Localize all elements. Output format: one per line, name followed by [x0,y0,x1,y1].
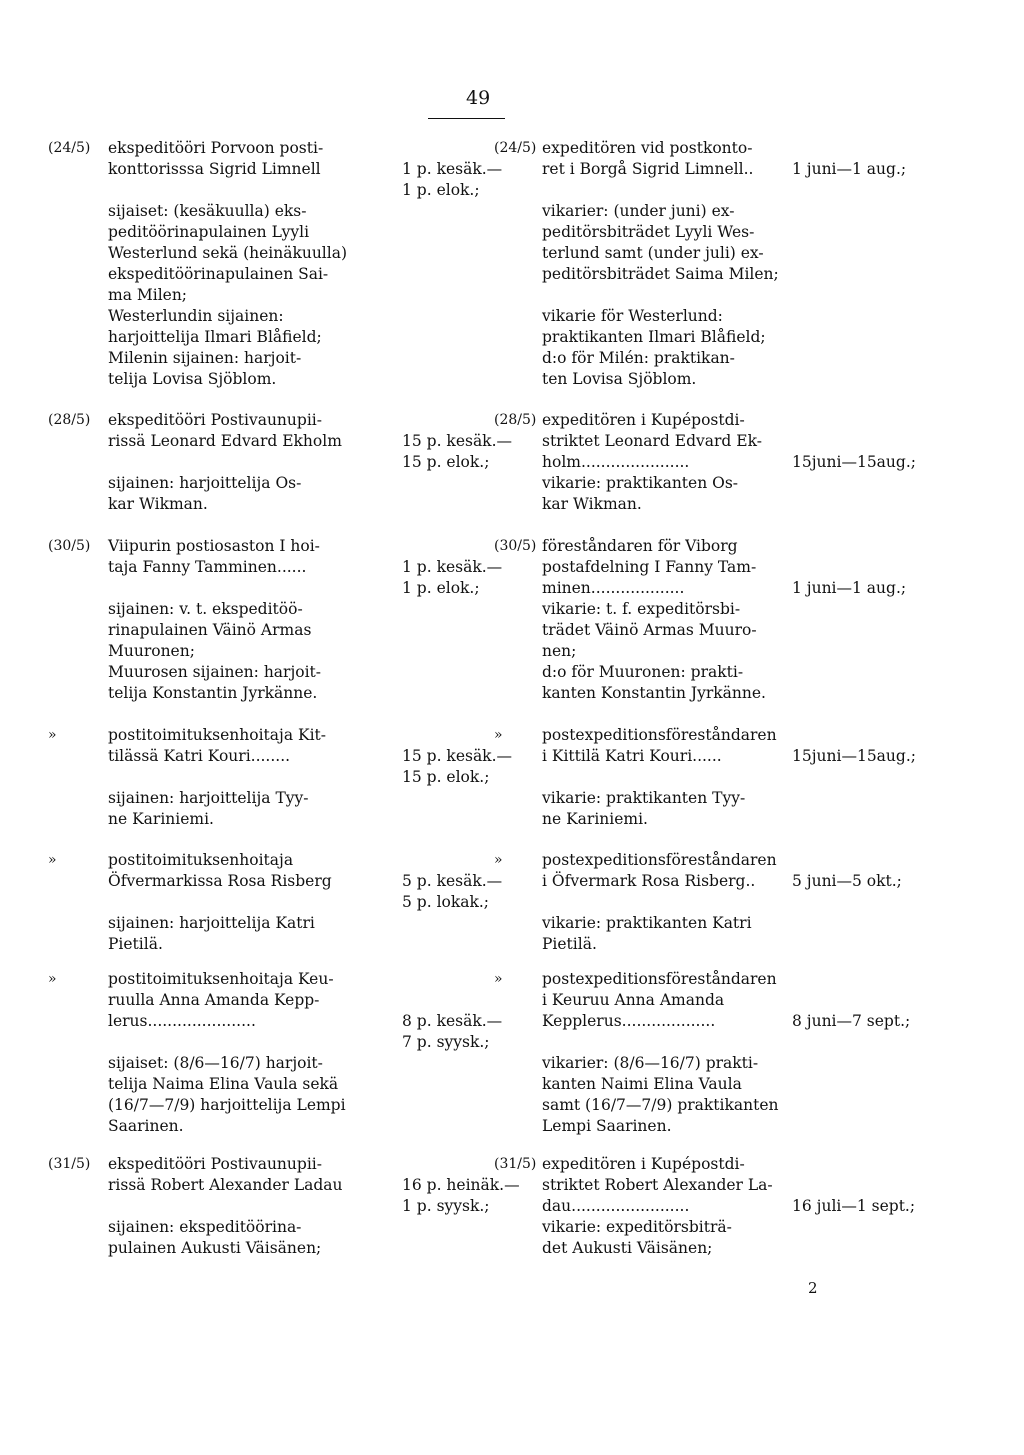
line-text: postafdelning I Fanny Tam- [542,558,757,576]
line-text: d:o för Muuronen: prakti- [542,663,744,681]
line-text: föreståndaren för Viborg [542,537,738,555]
line-text: d:o för Milén: praktikan- [542,349,735,367]
line-text: peditörsbiträdet Saima Milen; [542,265,779,283]
entry-line [542,264,942,285]
line-text: sijaiset: (8/6—16/7) harjoit- [108,1054,323,1072]
period-text: 1 p. elok.; [402,181,480,199]
entry-line [108,871,503,892]
line-text: peditöörinapulainen Lyyli [108,223,310,241]
entry-text [108,138,503,390]
line-text: tilässä Katri Kouri........ [108,747,291,765]
line-text: Saarinen. [108,1117,184,1135]
entry-text [542,536,942,704]
entry-line [108,1238,448,1259]
line-text: ekspeditööri Postivaunupii- [108,411,322,429]
entry-line [108,620,448,641]
line-text: Öfvermarkissa Rosa Risberg [108,872,332,890]
entry-line [108,159,503,180]
entry-line [542,767,942,788]
line-text: telija Konstantin Jyrkänne. [108,684,318,702]
line-text: vikarie: t. f. expeditörsbi- [542,600,741,618]
entry-line [108,222,448,243]
line-text: Muurosen sijainen: harjoit- [108,663,322,681]
entry-line [542,1053,942,1074]
entry-line [542,285,942,306]
entry-line [542,850,942,871]
entry-line [542,1095,942,1116]
entry-line [108,850,448,871]
entry-line [542,452,942,473]
entry-text [108,536,503,704]
entry-line [542,578,942,599]
entry-line [542,410,942,431]
entry-line [108,683,448,704]
period-text: 15juni—15aug.; [792,453,916,471]
entry-line [108,452,490,473]
line-text: striktet Robert Alexander La- [542,1176,773,1194]
line-text: vikarier: (8/6—16/7) prakti- [542,1054,759,1072]
entry-date: » [48,971,57,987]
line-text: kanten Konstantin Jyrkänne. [542,684,766,702]
entry-line [108,1196,490,1217]
entry-line [108,578,480,599]
entry-line [542,746,942,767]
line-text: nen; [542,642,577,660]
entry-line [108,662,448,683]
line-text: samt (16/7—7/9) praktikanten [542,1096,779,1114]
line-text: rissä Robert Alexander Ladau [108,1176,343,1194]
entry-line [542,431,942,452]
entry-line [108,369,448,390]
entry-line [542,725,942,746]
entry-date: » [494,727,503,743]
entry-line [108,1154,448,1175]
period-text: 5 p. lokak.; [402,893,490,911]
entry-date: » [494,852,503,868]
entry-line [542,138,942,159]
entry-line [542,1011,942,1032]
line-text: ekspeditööri Postivaunupii- [108,1155,322,1173]
entry-text [542,138,942,390]
entry-line [542,557,942,578]
entry-date: (28/5) [48,412,91,428]
entry-line [108,746,513,767]
period-text: 16 juli—1 sept.; [792,1197,916,1215]
line-text: postexpeditionsföreståndaren [542,970,777,988]
line-text: postitoimituksenhoitaja [108,851,294,869]
entry-line [542,1196,942,1217]
entry-line [108,934,448,955]
entry-line [542,201,942,222]
entry-line [108,1095,448,1116]
line-text: expeditören vid postkonto- [542,139,753,157]
entry-text [108,410,513,515]
entry-line [108,138,448,159]
line-text: i Keuruu Anna Amanda [542,991,725,1009]
entry-line [108,348,448,369]
entry-line [542,306,942,327]
entry-line [108,243,448,264]
period-text: 15 p. elok.; [402,768,490,786]
entry-line [542,348,942,369]
line-text: postexpeditionsföreståndaren [542,726,777,744]
line-text: ret i Borgå Sigrid Limnell.. [542,160,754,178]
entry-line [108,599,448,620]
line-text: rinapulainen Väinö Armas [108,621,312,639]
entry-line [542,1074,942,1095]
period-text: 8 juni—7 sept.; [792,1012,911,1030]
line-text: sijainen: ekspeditöörina- [108,1218,302,1236]
entry-line [542,892,942,913]
line-text: ma Milen; [108,286,188,304]
entry-line [108,180,480,201]
line-text: sijainen: v. t. ekspeditöö- [108,600,303,618]
line-text: sijainen: harjoittelija Os- [108,474,302,492]
line-text: Milenin sijainen: harjoit- [108,349,302,367]
line-text: ne Kariniemi. [542,810,648,828]
entry-line [542,1217,942,1238]
entry-date: » [48,727,57,743]
entry-line [108,410,448,431]
entry-line [542,1032,942,1053]
entry-line [542,934,942,955]
page-number: 49 [466,87,491,109]
period-text: 5 p. kesäk.— [402,872,503,890]
period-text: 1 p. kesäk.— [402,160,503,178]
line-text: sijainen: harjoittelija Katri [108,914,315,932]
period-text: 5 juni—5 okt.; [792,872,902,890]
line-text: Westerlundin sijainen: [108,307,284,325]
period-text: 15 p. kesäk.— [402,747,513,765]
entry-text [108,850,503,955]
entry-date: (30/5) [48,538,91,554]
entry-line [542,327,942,348]
line-text: kar Wikman. [542,495,642,513]
line-text: postitoimituksenhoitaja Keu- [108,970,334,988]
entry-line [108,809,448,830]
entry-line [108,306,448,327]
entry-line [542,1175,942,1196]
line-text: dau........................ [542,1197,690,1215]
entry-line [542,180,942,201]
entry-text [542,1154,942,1259]
period-text: 1 p. kesäk.— [402,558,503,576]
period-text: 7 p. syysk.; [402,1033,490,1051]
period-text: 16 p. heinäk.— [402,1176,520,1194]
entry-line [542,1238,942,1259]
line-text: expeditören i Kupépostdi- [542,1155,745,1173]
entry-line [108,1217,448,1238]
line-text: terlund samt (under juli) ex- [542,244,764,262]
period-text: 1 juni—1 aug.; [792,579,907,597]
line-text: vikarie för Westerlund: [542,307,723,325]
entry-date: (24/5) [48,140,91,156]
entry-line [108,494,448,515]
entry-line [542,1116,942,1137]
entry-line [542,809,942,830]
entry-line [108,327,448,348]
header-rule [428,118,505,119]
entry-line [108,990,448,1011]
entry-line [542,222,942,243]
line-text: ekspeditööri Porvoon posti- [108,139,324,157]
entry-line [542,662,942,683]
period-text: 15juni—15aug.; [792,747,916,765]
entry-date: (28/5) [494,412,537,428]
entry-line [108,725,448,746]
entry-line [542,473,942,494]
entry-line [108,1053,448,1074]
line-text: minen................... [542,579,685,597]
line-text: praktikanten Ilmari Blåfield; [542,328,766,346]
period-text: 8 p. kesäk.— [402,1012,503,1030]
entry-date: (24/5) [494,140,537,156]
period-text: 15 p. elok.; [402,453,490,471]
entry-line [542,536,942,557]
line-text: pulainen Aukusti Väisänen; [108,1239,322,1257]
entry-line [108,1011,503,1032]
period-text: 1 p. syysk.; [402,1197,490,1215]
line-text: vikarie: praktikanten Tyy- [542,789,746,807]
line-text: postitoimituksenhoitaja Kit- [108,726,326,744]
entry-text [542,725,942,830]
entry-line [542,620,942,641]
entry-text [108,725,513,830]
entry-text [108,969,503,1137]
entry-line [542,871,942,892]
entry-line [108,473,448,494]
line-text: vikarie: praktikanten Katri [542,914,752,932]
entry-line [542,913,942,934]
entry-line [108,1116,448,1137]
entry-date: (31/5) [48,1156,91,1172]
entry-line [108,285,448,306]
entry-line [108,767,490,788]
line-text: kanten Naimi Elina Vaula [542,1075,742,1093]
entry-line [108,536,448,557]
line-text: i Kittilä Katri Kouri...... [542,747,722,765]
line-text: holm...................... [542,453,690,471]
line-text: vikarie: expeditörsbiträ- [542,1218,732,1236]
entry-line [542,788,942,809]
entry-text [542,410,942,515]
entry-line [542,683,942,704]
entry-date: » [494,971,503,987]
line-text: taja Fanny Tamminen...... [108,558,307,576]
line-text: (16/7—7/9) harjoittelija Lempi [108,1096,346,1114]
entry-text [542,969,942,1137]
sheet-mark: 2 [808,1279,818,1297]
entry-line [108,892,490,913]
line-text: telija Lovisa Sjöblom. [108,370,277,388]
line-text: rissä Leonard Edvard Ekholm [108,432,342,450]
entry-line [108,431,513,452]
entry-line [542,243,942,264]
line-text: lerus...................... [108,1012,256,1030]
period-text: 1 juni—1 aug.; [792,160,907,178]
line-text: ne Kariniemi. [108,810,214,828]
entry-date: (31/5) [494,1156,537,1172]
entry-line [542,159,942,180]
line-text: sijaiset: (kesäkuulla) eks- [108,202,307,220]
line-text: harjoittelija Ilmari Blåfield; [108,328,322,346]
period-text: 1 p. elok.; [402,579,480,597]
line-text: Pietilä. [108,935,163,953]
entry-line [542,969,942,990]
entry-line [542,494,942,515]
line-text: Muuronen; [108,642,195,660]
line-text: Westerlund sekä (heinäkuulla) [108,244,348,262]
line-text: Kepplerus................... [542,1012,716,1030]
entry-line [108,969,448,990]
entry-line [108,641,448,662]
entry-line [108,1074,448,1095]
line-text: striktet Leonard Edvard Ek- [542,432,762,450]
line-text: sijainen: harjoittelija Tyy- [108,789,309,807]
entry-line [542,599,942,620]
line-text: Lempi Saarinen. [542,1117,672,1135]
entry-date: » [48,852,57,868]
entry-line [108,913,448,934]
entry-line [542,990,942,1011]
line-text: Pietilä. [542,935,597,953]
line-text: i Öfvermark Rosa Risberg.. [542,872,756,890]
line-text: trädet Väinö Armas Muuro- [542,621,757,639]
line-text: Viipurin postiosaston I hoi- [108,537,320,555]
line-text: ten Lovisa Sjöblom. [542,370,697,388]
entry-text [542,850,942,955]
line-text: peditörsbiträdet Lyyli Wes- [542,223,755,241]
line-text: vikarie: praktikanten Os- [542,474,739,492]
line-text: vikarier: (under juni) ex- [542,202,735,220]
line-text: det Aukusti Väisänen; [542,1239,713,1257]
entry-line [108,1032,490,1053]
entry-line [542,369,942,390]
entry-line [108,557,503,578]
entry-line [108,201,448,222]
line-text: ekspeditöörinapulainen Sai- [108,265,329,283]
entry-line [108,1175,520,1196]
line-text: postexpeditionsföreståndaren [542,851,777,869]
entry-date: (30/5) [494,538,537,554]
line-text: expeditören i Kupépostdi- [542,411,745,429]
entry-line [108,264,448,285]
entry-line [108,788,448,809]
period-text: 15 p. kesäk.— [402,432,513,450]
entry-line [542,641,942,662]
entry-line [542,1154,942,1175]
line-text: kar Wikman. [108,495,208,513]
line-text: telija Naima Elina Vaula sekä [108,1075,339,1093]
line-text: ruulla Anna Amanda Kepp- [108,991,320,1009]
line-text: konttorisssa Sigrid Limnell [108,160,321,178]
